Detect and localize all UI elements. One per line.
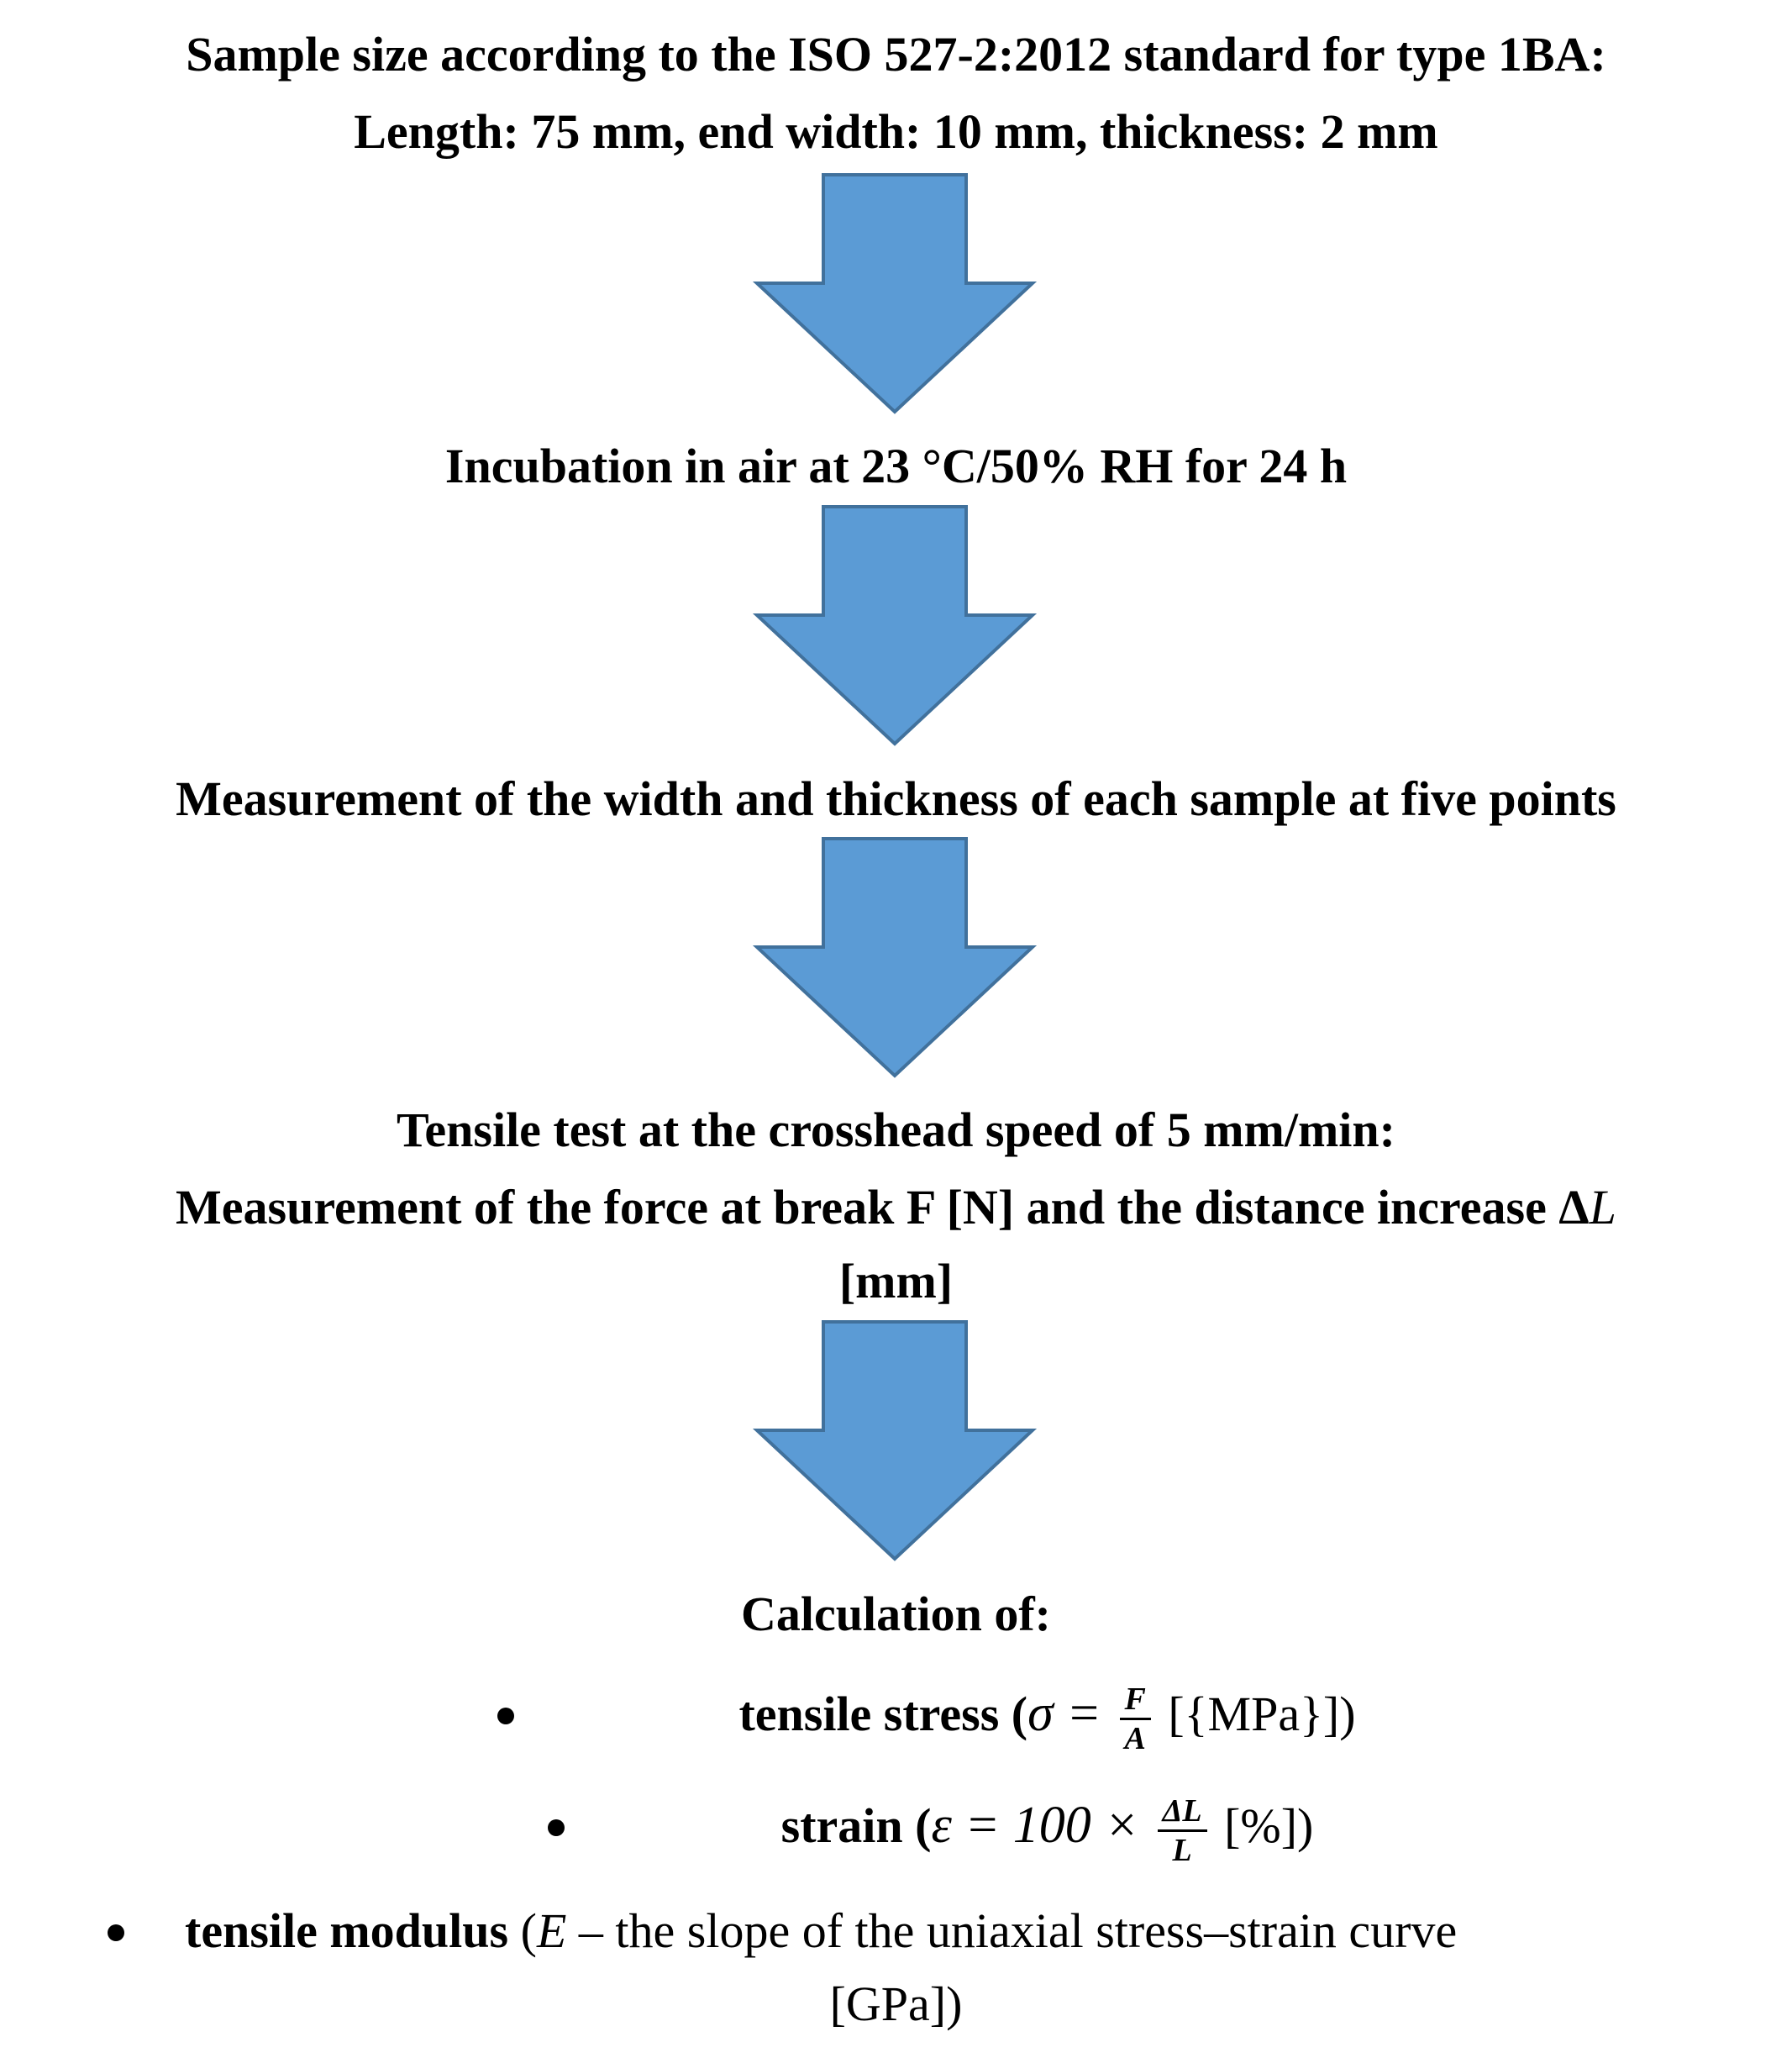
item2-frac-num: ΔL [1158,1792,1207,1832]
step4-line2-math: L [1589,1180,1616,1234]
down-arrow-icon [752,836,1038,1080]
step5-item2 [151,1792,1792,1869]
down-arrow-icon [752,172,1038,416]
item1-unit: [{MPa}]) [1155,1686,1356,1741]
step1-line1: Sample size according to the ISO 527-2:2012 standard for type 1BA: [186,27,1606,82]
item2-fraction [1158,1792,1207,1869]
item1-fraction [1120,1681,1151,1757]
step5-heading: Calculation of: [741,1587,1051,1641]
item3-rest: – the slope of the uniaxial stress–strain curve [566,1903,1458,1958]
step2-line1: Incubation in air at 23 °C/50% RH for 24 h [444,439,1348,493]
step4-line2-text: Measurement of the force at break F [N] and the distance increase Δ [176,1180,1590,1234]
down-arrow-icon [752,1319,1038,1563]
item3-label: tensile modulus [185,1903,509,1958]
step5-item3 [0,1902,1792,1961]
item2-label: strain ( [780,1797,932,1853]
step5-item1 [151,1681,1792,1757]
item1-symbol: σ = [1027,1684,1115,1742]
item3-paren: ( [508,1903,537,1958]
step1-line2: Length: 75 mm, end width: 10 mm, thickness: 2 mm [354,104,1438,159]
item1-frac-num: F [1120,1681,1151,1720]
item2-unit: [%]) [1211,1797,1314,1853]
item2-symbol: ε = 100 × [931,1796,1153,1854]
step4-line1: Tensile test at the crosshead speed of 5 mm/min: [397,1103,1395,1157]
item3-symbol: E [536,1903,567,1958]
step3-line1: Measurement of the width and thickness of each sample at five points [176,771,1616,826]
step4-line2 [0,1178,1792,1237]
item1-label: tensile stress ( [738,1686,1028,1741]
down-arrow-icon [752,504,1038,748]
step5-item3-line2: [GPa]) [829,1976,963,2031]
step4-line3: [mm] [838,1254,954,1308]
item1-frac-den: A [1124,1721,1146,1756]
item2-frac-den: L [1172,1833,1192,1868]
